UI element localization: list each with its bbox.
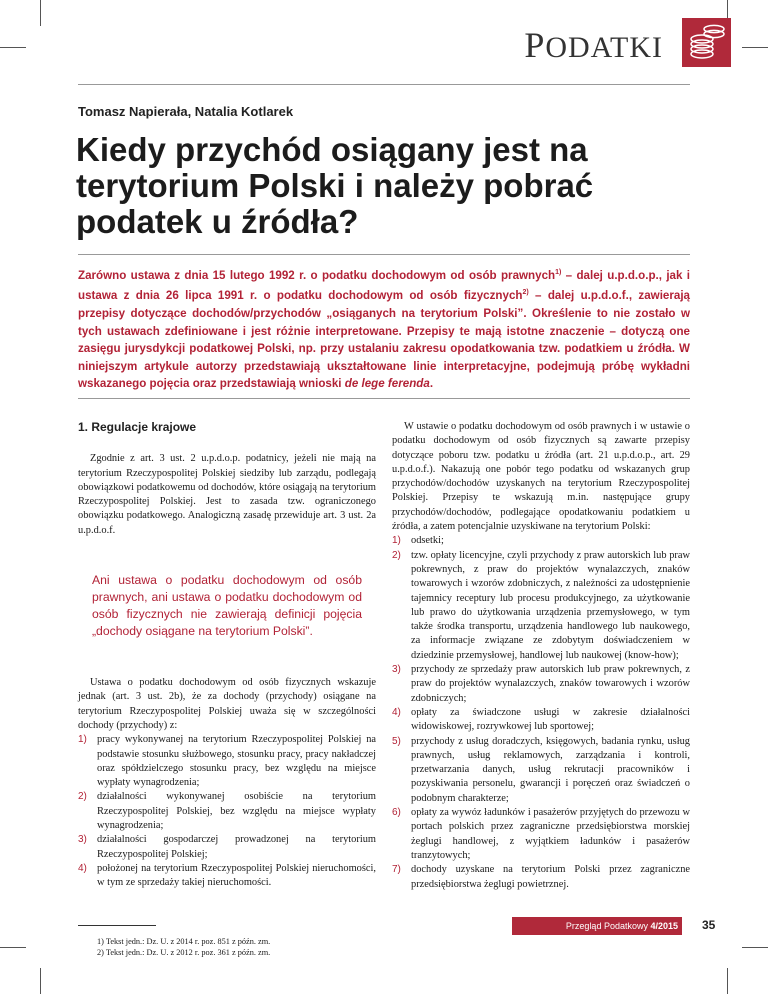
list-item — [392, 706, 690, 735]
list-item-text: przychody ze sprzedaży praw autorskich lub praw pokrewnych, z praw do projektów wynalazczych, znaków towarowych i wzorów zdobniczych; — [411, 664, 690, 704]
list-item — [78, 833, 376, 862]
lead-text: Zarówno ustawa z dnia 15 lutego 1992 r. o podatku dochodowym od osób prawnych — [78, 268, 556, 282]
list-item-text: działalności wykonywanej osobiście na terytorium Rzeczypospolitej Polskiej, bez względu na miejsce wypłaty wynagrodzenia; — [97, 791, 376, 832]
list-number: 3) — [78, 834, 87, 846]
body-paragraph: W ustawie o podatku dochodowym od osób prawnych i w ustawie o podatku dochodowym od osób fizycznych są zawarte przepisy dotyczące poboru tzw. podatku u źródła (art. 21 u.p.d.o.p., art. 29 u.p.d.o.f.). Nakazują one pobór tego podatku od wskazanych grup przychodów/dochodów uzyskanych na terytorium Rzeczypospolitej Polskiej. Przepisy te wskazują m.in. następujące grupy przychodów/dochodów, podlegające opodatkowaniu podatkiem u źródła, a zatem potencjalnie uzyskiwane na terytorium Polski: — [392, 421, 690, 533]
list-number: 3) — [392, 664, 401, 676]
footnote-rule — [78, 925, 156, 926]
list-item — [392, 549, 690, 663]
footnote-ref: 1) — [555, 269, 562, 276]
list-item-text: tzw. opłaty licencyjne, czyli przychody z praw autorskich lub praw pokrewnych, z praw do projektów wynalazczych, znaków towarowych i wzorów zdobniczych, z należności za udostępnienie tajemnicy receptury lub procesu produkcyjnego, za użytkowanie lub prawo do użytkowania urządzenia przemysłowego, w tym także środka transportu, urządzenia handlowego lub naukowego, za informacje związane ze zdobytym doświadczeniem w dziedzinie przemysłowej, handlowej lub naukowej (know-how); — [411, 549, 690, 661]
article-lead — [78, 264, 690, 393]
list-item — [392, 806, 690, 863]
footnote: 2) Tekst jedn.: Dz. U. z 2012 r. poz. 361 z późn. zm. — [97, 947, 271, 957]
list-item — [78, 733, 376, 790]
withholding-income-list — [392, 534, 690, 891]
title-rule — [78, 254, 690, 255]
list-number: 5) — [392, 735, 401, 747]
crop-mark — [742, 47, 768, 48]
header-rule — [78, 84, 690, 85]
lead-italic-text: de lege ferenda — [344, 377, 430, 391]
page-number: 35 — [702, 918, 716, 932]
lead-text: . — [429, 377, 434, 391]
pull-quote: Ani ustawa o podatku dochodowym od osób prawnych, ani ustawa o podatku dochodowym od osób fizycznych nie zawierają definicji pojęcia „dochody osiągane na terytorium Polski”. — [92, 573, 362, 639]
list-number: 1) — [78, 734, 87, 746]
journal-title: Przegląd Podatkowy — [565, 921, 651, 931]
footnote-ref: 2) — [522, 289, 529, 297]
list-number: 6) — [392, 807, 401, 819]
left-column — [78, 420, 376, 958]
section-label-rest: ODATKI — [545, 31, 663, 64]
crop-mark — [40, 968, 41, 994]
list-item-text: położonej na terytorium Rzeczypospolitej Polskiej nieruchomości, w tym ze sprzedaży takiej nieruchomości. — [97, 862, 376, 889]
lead-rule — [78, 398, 690, 399]
list-item-text: opłaty za świadczone usługi w zakresie działalności widowiskowej, rozrywkowej lub sportowej; — [411, 706, 690, 733]
crop-mark — [727, 968, 728, 994]
section-label-initial: P — [524, 25, 546, 65]
list-item — [392, 863, 690, 892]
list-item — [392, 534, 690, 548]
crop-mark — [742, 947, 768, 948]
article-authors: Tomasz Napierała, Natalia Kotlarek — [78, 104, 294, 119]
list-number: 2) — [392, 549, 401, 561]
list-number: 7) — [392, 864, 401, 876]
income-list — [78, 733, 376, 890]
list-item-text: odsetki; — [411, 535, 444, 547]
list-item-text: pracy wykonywanej na terytorium Rzeczypospolitej Polskiej na podstawie stosunku służbowego, stosunku pracy, pracy nakładczej oraz spółdzielczego stosunku pracy, bez względu na miejsce wypłaty wynagrodzenia; — [97, 734, 376, 789]
crop-mark — [0, 47, 26, 48]
list-item — [392, 663, 690, 706]
body-paragraph: Zgodnie z art. 3 ust. 2 u.p.d.o.p. podatnicy, jeżeli nie mają na terytorium Rzeczypospolitej Polskiej siedziby lub zarządu, podlegają obowiązkowi podatkowemu od dochodów, które osiągają na terytorium Rzeczypospolitej Polskiej. Jest to zasada tzw. ograniczonego obowiązku podatkowego. Analogiczną zasadę przewiduje art. 3 ust. 2a u.p.d.o.f. — [78, 453, 376, 536]
list-item-text: działalności gospodarczej prowadzonej na terytorium Rzeczypospolitej Polskiej; — [97, 834, 376, 860]
list-number: 1) — [392, 535, 401, 547]
list-item-text: opłaty za wywóz ładunków i pasażerów przyjętych do przewozu w portach polskich przez zagraniczne przedsiębiorstwa morskiej żeglugi handlowej, z wyjątkiem ładunków i pasażerów tranzytowych; — [411, 807, 690, 861]
section-heading: 1. Regulacje krajowe — [78, 420, 197, 434]
footnote: 1) Tekst jedn.: Dz. U. z 2014 r. poz. 851 z późn. zm. — [97, 936, 271, 946]
list-number: 2) — [78, 791, 87, 803]
section-label — [524, 24, 663, 66]
list-item — [78, 790, 376, 833]
journal-name — [512, 917, 678, 935]
lead-text: – dalej u.p.d.o.p., jak i ustawa z dnia 26 lipca 1991 r. o podatku dochodowym od osób fizycznych — [78, 268, 690, 303]
list-number: 4) — [78, 862, 87, 874]
list-item-text: dochody uzyskane na terytorium Polski przez zagraniczne przedsiębiorstwa żeglugi powietrznej. — [411, 864, 690, 890]
coin-stack-icon — [682, 18, 731, 67]
right-column — [392, 420, 690, 892]
list-item — [392, 735, 690, 806]
list-item — [78, 862, 376, 891]
lead-text: – dalej u.p.d.o.f., zawierają przepisy dotyczące dochodów/przychodów „osiąganych na terytorium Polski”. Określenie to nie zostało w tych ustawach zdefiniowane i jest różnie interpretowane. Przepisy te mają istotne znaczenie – dotyczą one zasięgu jurysdykcji podatkowej Polski, np. przy ustalaniu zakresu opodatkowania tzw. podatkiem u źródła. W niniejszym artykule autorzy przedstawiają ukształtowane linie interpretacyjne, podejmują próbę wykładni wskazanego pojęcia oraz przedstawiają wnioski — [78, 289, 690, 391]
crop-mark — [0, 947, 26, 948]
article-title: Kiedy przychód osiągany jest na terytorium Polski i należy pobrać podatek u źródła? — [76, 131, 594, 240]
list-number: 4) — [392, 706, 401, 718]
journal-issue: 4/2015 — [650, 921, 678, 931]
body-paragraph: Ustawa o podatku dochodowym od osób fizycznych wskazuje jednak (art. 3 ust. 2b), że za dochody (przychody) osiągane na terytorium Rzeczypospolitej Polskiej uważa się w szczególności dochody (przychody) z: — [78, 677, 376, 731]
crop-mark — [40, 0, 41, 26]
list-item-text: przychody z usług doradczych, księgowych, badania rynku, usług prawnych, usług reklamowych, zarządzania i kontroli, przetwarzania danych, usług rekrutacji pracowników i pozyskiwania personelu, gwarancji i poręczeń oraz świadczeń o podobnym charakterze; — [411, 735, 690, 804]
